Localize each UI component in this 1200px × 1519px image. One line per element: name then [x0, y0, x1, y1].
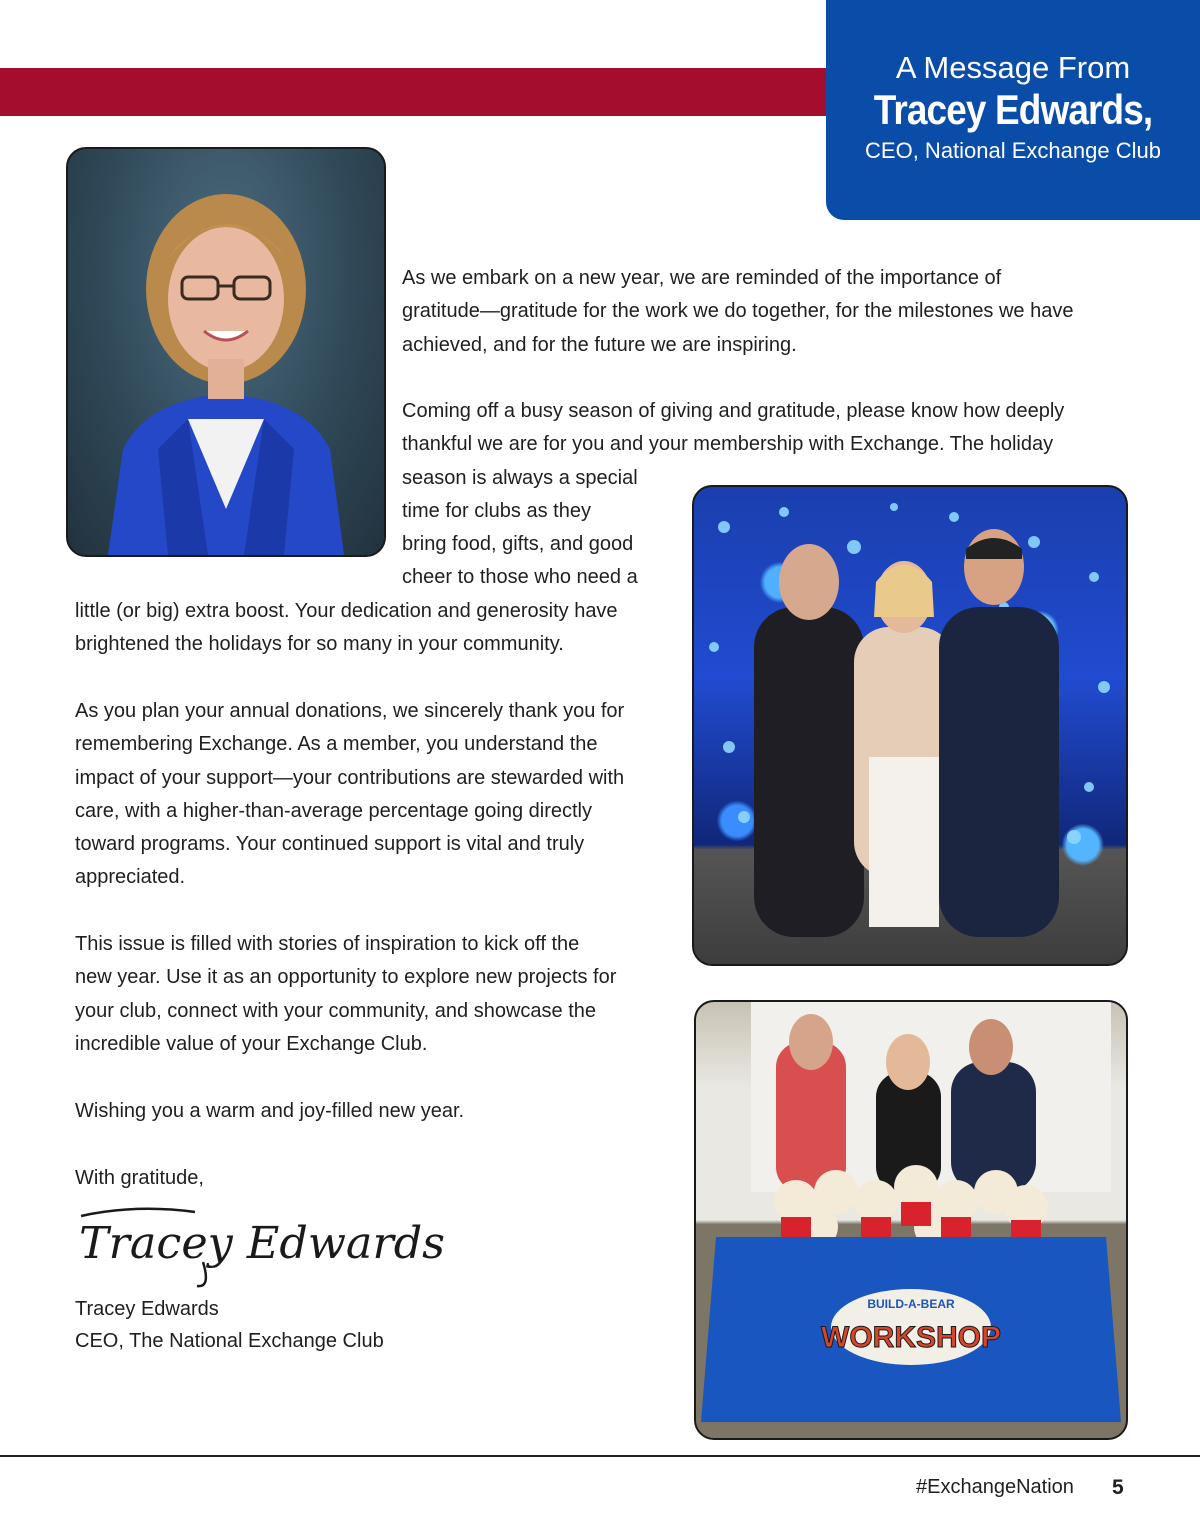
build-a-bear-illustration — [696, 1002, 1126, 1438]
letter-paragraph-4 — [75, 928, 616, 1061]
text-line: gratitude—gratitude for the work we do together, for the milestones we have — [402, 300, 1074, 323]
portrait-illustration — [68, 149, 384, 555]
bears-logo-arc: BUILD-A-BEAR — [867, 1297, 955, 1311]
letter-closing: With gratitude, — [75, 1167, 204, 1189]
footer-hashtag: #ExchangeNation — [916, 1476, 1074, 1498]
text-line: your club, connect with your community, and showcase the — [75, 999, 596, 1022]
header-box — [826, 0, 1200, 220]
text-line: This issue is filled with stories of inspiration to kick off the — [75, 933, 580, 955]
header-pretitle: A Message From — [895, 50, 1131, 85]
header-name: Tracey Edwards, — [873, 86, 1153, 133]
text-line: remembering Exchange. As a member, you understand the — [75, 733, 598, 756]
letter-paragraph-1 — [402, 262, 1073, 362]
text-line: time for clubs as they — [402, 499, 591, 522]
page-number: 5 — [1112, 1476, 1124, 1499]
build-a-bear-photo — [694, 1000, 1128, 1440]
letter-paragraph-2-continued — [75, 595, 618, 662]
text-line: care, with a higher-than-average percentage going directly — [75, 799, 592, 822]
text-line: new year. Use it as an opportunity to explore new projects for — [75, 966, 617, 989]
header-role: CEO, National Exchange Club — [865, 138, 1161, 163]
text-line: impact of your support—your contributions are stewarded with — [75, 766, 625, 789]
header-red-bar — [0, 68, 860, 116]
portrait-photo — [66, 147, 386, 557]
signature-title: CEO, The National Exchange Club — [75, 1330, 384, 1352]
handwritten-signature — [75, 1200, 455, 1290]
text-line: brightened the holidays for so many in your community. — [75, 633, 564, 656]
text-line: season is always a special — [402, 466, 638, 489]
signature-name: Tracey Edwards — [75, 1298, 219, 1320]
text-line: appreciated. — [75, 866, 186, 889]
text-line: cheer to those who need a — [402, 566, 638, 589]
text-line: bring food, gifts, and good — [402, 533, 634, 556]
text-line: incredible value of your Exchange Club. — [75, 1032, 428, 1055]
bears-table-text: WORKSHOP — [821, 1321, 1001, 1354]
letter-paragraph-3 — [75, 695, 624, 895]
text-line: achieved, and for the future we are inspiring. — [402, 333, 797, 356]
footer-rule — [0, 1455, 1200, 1457]
letter-paragraph-5: Wishing you a warm and joy-filled new year. — [75, 1100, 465, 1122]
text-line: As you plan your annual donations, we sincerely thank you for — [75, 700, 625, 722]
text-line: thankful we are for you and your membership with Exchange. The holiday — [402, 433, 1054, 456]
signature-text: Tracey Edwards — [79, 1218, 445, 1269]
text-line: As we embark on a new year, we are reminded of the importance of — [402, 267, 1002, 289]
text-line: little (or big) extra boost. Your dedication and generosity have — [75, 600, 618, 622]
letter-paragraph-2 — [402, 395, 1064, 595]
text-line: toward programs. Your continued support is vital and truly — [75, 833, 585, 856]
text-line: Coming off a busy season of giving and gratitude, please know how deeply — [402, 400, 1065, 422]
